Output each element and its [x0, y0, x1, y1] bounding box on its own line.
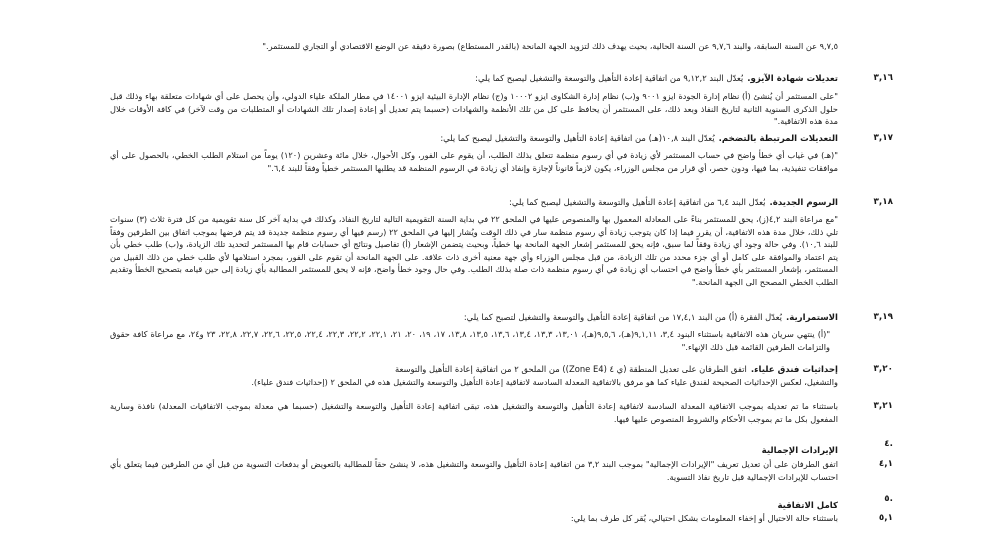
clause-gross-revenue-definition — [110, 458, 838, 483]
clause-number: ٥,١ — [878, 513, 893, 523]
clause-number: ٣,٢١ — [873, 401, 893, 411]
clause-acknowledgements — [110, 512, 838, 525]
clause-lead: اتفق الطرفان على تعديل المنطقة (ي ٤ (Zone E4)) من الملحق ٢ من اتفاقية إعادة التأهيل والتوسعة — [394, 364, 747, 374]
section-entire-agreement — [110, 493, 838, 512]
clause-paragraph: "(هـ) في غياب أي خطأ واضح في حساب المستثمر لأي زيادة في أي رسوم منظمة تتعلق بذلك الطلب، أن يقوم على الفور، وكل الأحوال، خلال مائة وعشرين (١٢٠) يوماً من استلام الطلب الخطي، بالحصول على أي موافقات تنفيذية، بما فيها، ودون حصر، أي قرار من مجلس الوزراء، يكون لازماً قانوناً لإجازة وإنفاذ أي زيادة في الرسوم المنظمة قد يطلبها المستثمر خطياً وفقاً للبند ٦,٤." — [110, 150, 838, 173]
clause-lead: يُعدّل البند ٩,١٢,٢ من اتفاقية إعادة التأهيل والتوسعة والتشغيل ليصبح كما يلي: — [475, 73, 744, 83]
clause-title: التعديلات المرتبطة بالتضخم. — [718, 134, 838, 144]
clause-inflation — [110, 132, 838, 174]
clause-paragraph: والتشغيل، لعكس الإحداثيات الصحيحة لفندق علياء كما هو مرفق بالاتفاقية المعدلة السادسة لاتفاقية إعادة التأهيل والتوسعة والتشغيل هذه في الملحق ٢ (إحداثيات فندق علياء). — [251, 377, 838, 387]
clause-paragraph: باستثناء حالة الاحتيال أو إخفاء المعلومات بشكل احتيالي، يُقر كل طرف بما يلي: — [570, 513, 838, 523]
clause-survival — [110, 311, 838, 353]
clause-number: ٣,١٧ — [873, 133, 893, 143]
clause-title: الرسوم الجديدة. — [769, 198, 838, 208]
clause-paragraph: "على المستثمر أن يُنشئ (أ) نظام إدارة الجودة ايزو ٩٠٠١ و(ب) نظام إدارة الشكاوى ايزو ١٠٠٠٢ و(ج) نظام الإدارة البيئية ايزو ١٤٠٠١ في مطار الملكة علياء الدولي، وأن يحصل على أي شهادات متعلقة بهاء وذلك قبل حلول الذكرى السنوية الثانية لتاريخ النفاذ وبعد ذلك، على المستثمر أن يحافظ على كل من تلك الأنظمة والشهادات (حسبما يتم تعديل أو إعادة إصدار تلك الشهادات أو المتطلبات من وقت لآخر) في كافة الأوقات خلال مدة هذه الاتفاقية." — [110, 91, 839, 127]
clause-number: ٣,٢٠ — [873, 364, 893, 374]
continuation-section — [110, 40, 838, 53]
clause-title: الاستمرارية. — [785, 313, 838, 323]
clause-remaining-terms — [110, 400, 838, 425]
section-title: كامل الاتفاقية — [777, 501, 838, 511]
clause-iso-certificates — [110, 72, 838, 128]
clause-paragraph: اتفق الطرفان على أن تعديل تعريف "الإيرادات الإجمالية" بموجب البند ٣,٢ من اتفاقية إعادة التأهيل والتوسعة والتشغيل هذه، لا ينشئ حقاً للمطالبة بالتعويض أو بدفعات التسوية من قبل أي من الطرفين فيما يتعلق بأي احتساب للإيرادات الإجمالية قبل تاريخ نفاذ التسوية. — [110, 459, 838, 482]
clause-lead: يُعدّل الفقرة (أ) من البند ١٧,٤,١ من اتفاقية إعادة التأهيل والتوسعة والتشغيل لتصبح كما يلي: — [463, 312, 782, 322]
clause-number: ٤,١ — [878, 459, 893, 469]
clause-lead: يُعدّل البند ٦,٤ من اتفاقية إعادة التأهيل والتوسعة والتشغيل ليصبح كما يلي: — [509, 197, 766, 207]
clause-title: إحداثيات فندق علياء. — [750, 365, 838, 375]
clause-number: ٣,١٨ — [873, 197, 893, 207]
section-gross-revenue — [110, 438, 838, 457]
section-title: الإيرادات الإجمالية — [761, 446, 838, 456]
clause-number: ٣,١٩ — [873, 312, 893, 322]
clause-lead: يُعدّل البند ١٠,٨(هـ) من اتفاقية إعادة التأهيل والتوسعة والتشغيل ليصبح كما يلي: — [440, 133, 715, 143]
clause-new-fees — [110, 196, 838, 289]
clause-number: ٣,١٦ — [873, 73, 893, 83]
continuation-paragraph: ٩,٧,٥ عن السنة السابقة، والبند ٩,٧,٦ عن السنة الحالية، بحيث يهدف ذلك لتزويد الجهة المانحة (بالقدر المستطاع) بصورة دقيقة عن الوضع الاقتصادي أو التجاري للمستثمر." — [262, 41, 838, 51]
clause-paragraph: "(أ) ينتهي سريان هذه الاتفاقية باستثناء البنود ٣,٤، ٩,١,١١(هـ)، ٩,٥,٦(هـ)، ١٣,٠١، ١٣,٣، ١٣,٤، ١٣,٦، ١٣,٥، ١٣,٨، ١٧، ١٩، ٢٠، ٢١، ٢٢,١، ٢٢,٢، ٢٢,٣، ٢٢,٤، ٢٢,٥، ٢٢,٦، ٢٢,٧، ٢٢,٨، ٢٣ و٢٤، مع مراعاة كافة حقوق والتزامات الطرفين القائمة قبل ذلك الإنهاء." — [110, 329, 831, 352]
section-number: ٤. — [884, 439, 893, 449]
clause-hotel-coordinates — [110, 363, 838, 389]
clause-paragraph: باستثناء ما تم تعديله بموجب الاتفاقية المعدلة السادسة لاتفاقية إعادة التأهيل والتوسعة والتشغيل هذه، تبقى اتفاقية إعادة التأهيل والتوسعة والتشغيل (حسبما هي معدلة بموجب الاتفاقيات المعدلة) نافذة وسارية المفعول بكل ما تم بموجب الأحكام والشروط المنصوص عليها فيها. — [110, 401, 838, 424]
clause-title: تعديلات شهادة الآيزو. — [747, 74, 838, 84]
section-number: ٥. — [884, 494, 893, 504]
clause-paragraph: "مع مراعاة البند ٤,٢(ز)، يحق للمستثمر بناءً على المعادلة المعمول بها والمنصوص عليها في الملحق ٢٢ في بداية السنة التقويمية التالية لتاريخ النفاذ، وكذلك في بداية آخر كل سنة تقويمية من كل فترة ثلاث (٣) سنوات تلي ذلك، خلال مدة هذه الاتفاقية، أن يقرر فيما إذا كان يتوجب زيادة أي رسوم منظمة سار في ذلك الوقت ويُشار إليها في الملحق ٢٢ (رسم فيها أي رسوم منظمة جديدة قد يتم فرضها بموجب اتفاق بين الطرفين وفقاً للبند ١٠,٦). وفي حالة وجود أي زيادة وفقاً لما سبق، فإنه يحق للمستثمر إشعار الجهة المانحة بها خطياً، وبحيث يتضمن الإشعار (أ) تفاصيل ونتائج أي حسابات قام بها المستثمر لتحديد تلك الزيادة، و(ب) طلب خطي بأن يتم اعتماد والموافقة على كامل أو أي جزء محدد من تلك الزيادة، من قبل مجلس الوزراء وأي جهة معنية أخرى ذات علاقة. على الجهة المانحة أن تقوم على الفور، بمجرد استلامها لأي طلب خطي من ذلك القبيل من المستثمر، بإشعار المستثمر بأي خطأ واضح في احتساب أي زيادة في أي رسوم منظمة ذات صلة بذلك الطلب. وفي حال وجود خطأ واضح، فإنه لا يحق للمستثمر المطالبة بأي زيادة إلى حين قيامه بتصحيح الخطأ وتقديم الطلب الخطي المصحح الى الجهة المانحة." — [110, 214, 838, 287]
